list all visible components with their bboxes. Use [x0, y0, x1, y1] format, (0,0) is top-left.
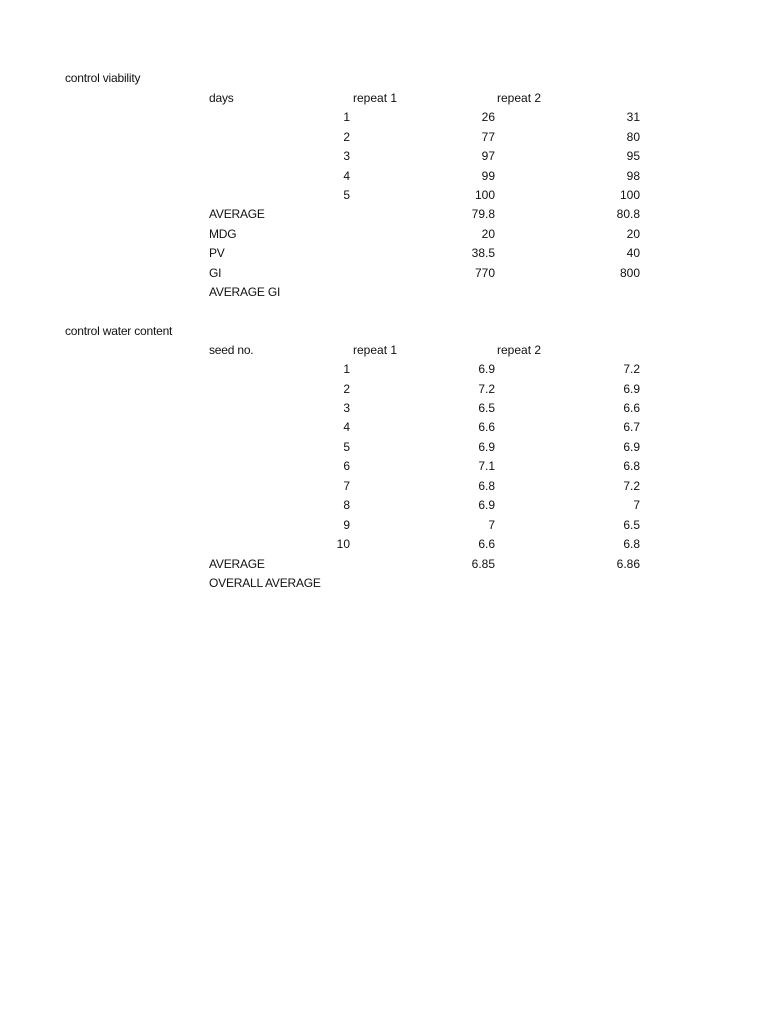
repeat-2-value: 6.9	[623, 439, 640, 454]
seed-number: 10	[336, 537, 350, 551]
stat-row-overall-average	[0, 574, 768, 594]
section-title: control viability	[65, 71, 141, 85]
stat-row-average	[0, 555, 768, 575]
repeat-1-value: 6.9	[478, 498, 495, 512]
repeat-1-value: 770	[474, 265, 495, 280]
table-row	[0, 128, 768, 148]
repeat-1-value: 6.9	[478, 439, 495, 454]
column-header-repeat-2: repeat 2	[497, 343, 542, 357]
repeat-1-value: 99	[481, 168, 495, 183]
repeat-1-value: 7	[488, 517, 495, 532]
seed-number: 2	[343, 381, 350, 396]
stat-row-average-gi	[0, 283, 768, 303]
stat-label: PV	[209, 246, 225, 260]
day-number: 5	[343, 188, 350, 202]
column-header-repeat-2: repeat 2	[497, 91, 542, 105]
repeat-1-value: 6.85	[471, 556, 495, 571]
repeat-1-value: 26	[481, 110, 495, 124]
repeat-2-value: 6.8	[623, 459, 640, 473]
table-row	[0, 399, 768, 419]
repeat-1-value: 6.6	[478, 537, 495, 551]
section-title: control water content	[65, 323, 173, 338]
water-header-row	[0, 341, 768, 361]
repeat-1-value: 7.1	[478, 459, 495, 473]
repeat-2-value: 6.8	[623, 537, 640, 551]
repeat-1-value: 79.8	[471, 207, 495, 221]
column-header-seed-no: seed no.	[209, 343, 254, 357]
seed-number: 3	[343, 401, 350, 415]
viability-title-row	[0, 69, 768, 89]
water-title-row	[0, 322, 768, 342]
seed-number: 6	[343, 459, 350, 473]
repeat-2-value: 6.86	[616, 556, 640, 571]
table-row	[0, 360, 768, 380]
seed-number: 5	[343, 439, 350, 454]
stat-label: MDG	[209, 226, 237, 241]
repeat-2-value	[575, 574, 640, 594]
table-row	[0, 438, 768, 458]
repeat-1-value	[430, 283, 495, 303]
day-number: 1	[343, 110, 350, 124]
stat-row-average	[0, 205, 768, 225]
repeat-1-value: 38.5	[471, 246, 495, 260]
table-row	[0, 108, 768, 128]
repeat-1-value: 6.6	[478, 420, 495, 434]
repeat-2-value: 7	[633, 498, 640, 512]
seed-number: 8	[343, 498, 350, 512]
repeat-2-value: 31	[626, 110, 640, 124]
seed-number: 7	[343, 478, 350, 493]
repeat-2-value: 6.7	[623, 420, 640, 434]
seed-number: 9	[343, 517, 350, 532]
table-row	[0, 418, 768, 438]
stat-label: AVERAGE GI	[209, 285, 281, 299]
seed-number: 4	[343, 420, 350, 434]
repeat-2-value: 100	[619, 188, 640, 202]
repeat-1-value: 97	[481, 149, 495, 163]
stat-label: AVERAGE	[209, 556, 265, 571]
repeat-1-value: 6.9	[478, 362, 495, 376]
repeat-1-value: 6.8	[478, 478, 495, 493]
repeat-2-value: 800	[619, 265, 640, 280]
table-row	[0, 516, 768, 536]
repeat-2-value: 6.5	[623, 517, 640, 532]
table-row	[0, 380, 768, 400]
table-row	[0, 147, 768, 167]
day-number: 3	[343, 149, 350, 163]
repeat-2-value: 6.6	[623, 401, 640, 415]
day-number: 4	[343, 168, 350, 183]
stat-row-pv	[0, 244, 768, 264]
stat-label: OVERALL AVERAGE	[209, 576, 321, 590]
repeat-1-value: 20	[481, 226, 495, 241]
table-row	[0, 496, 768, 516]
stat-label: AVERAGE	[209, 207, 265, 221]
repeat-2-value: 7.2	[623, 362, 640, 376]
repeat-2-value: 7.2	[623, 478, 640, 493]
repeat-1-value: 7.2	[478, 381, 495, 396]
repeat-2-value: 98	[626, 168, 640, 183]
repeat-1-value: 100	[474, 188, 495, 202]
repeat-2-value: 80	[626, 129, 640, 144]
table-row	[0, 535, 768, 555]
viability-header-row	[0, 89, 768, 109]
seed-number: 1	[343, 362, 350, 376]
repeat-2-value: 80.8	[616, 207, 640, 221]
repeat-1-value: 6.5	[478, 401, 495, 415]
repeat-2-value: 6.9	[623, 381, 640, 396]
table-row	[0, 457, 768, 477]
table-row	[0, 186, 768, 206]
column-header-days: days	[209, 91, 234, 105]
repeat-2-value: 95	[626, 149, 640, 163]
repeat-2-value	[575, 283, 640, 303]
stat-row-mdg	[0, 225, 768, 245]
stat-label: GI	[209, 265, 222, 280]
repeat-2-value: 40	[626, 246, 640, 260]
column-header-repeat-1: repeat 1	[353, 343, 398, 357]
repeat-2-value: 20	[626, 226, 640, 241]
repeat-1-value: 77	[481, 129, 495, 144]
repeat-1-value	[430, 574, 495, 594]
column-header-repeat-1: repeat 1	[353, 91, 398, 105]
table-row	[0, 167, 768, 187]
stat-row-gi	[0, 264, 768, 284]
day-number: 2	[343, 129, 350, 144]
table-row	[0, 477, 768, 497]
